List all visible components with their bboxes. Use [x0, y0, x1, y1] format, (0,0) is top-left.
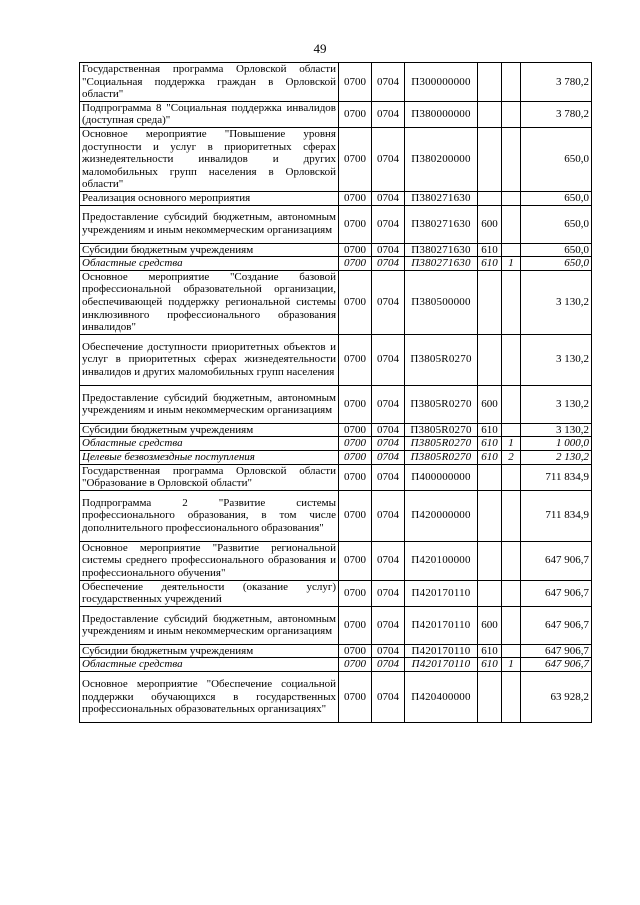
expense-type-code: 610: [478, 644, 502, 658]
target-article-code: П420170110: [405, 658, 478, 672]
expense-type-code: 600: [478, 205, 502, 243]
table-row: [80, 606, 592, 644]
row-name: Целевые безвозмездные поступления: [80, 450, 339, 464]
amount: 3 130,2: [521, 270, 592, 334]
target-article-code: П420000000: [405, 490, 478, 541]
section-code: 0700: [339, 541, 372, 580]
section-code: 0700: [339, 606, 372, 644]
row-name: Областные средства: [80, 257, 339, 271]
target-article-code: П380000000: [405, 101, 478, 127]
target-article-code: П3805R0270: [405, 334, 478, 385]
funding-source-code: [502, 270, 521, 334]
target-article-code: П3805R0270: [405, 385, 478, 423]
table-row: [80, 127, 592, 191]
subsection-code: 0704: [372, 63, 405, 102]
target-article-code: П420170110: [405, 644, 478, 658]
amount: 2 130,2: [521, 450, 592, 464]
amount: 3 130,2: [521, 385, 592, 423]
table-row: [80, 385, 592, 423]
expense-type-code: [478, 334, 502, 385]
section-code: 0700: [339, 423, 372, 437]
amount: 650,0: [521, 243, 592, 257]
table-row: [80, 205, 592, 243]
amount: 647 906,7: [521, 644, 592, 658]
expense-type-code: 610: [478, 450, 502, 464]
subsection-code: 0704: [372, 644, 405, 658]
subsection-code: 0704: [372, 243, 405, 257]
amount: 1 000,0: [521, 437, 592, 451]
amount: 650,0: [521, 205, 592, 243]
section-code: 0700: [339, 205, 372, 243]
section-code: 0700: [339, 63, 372, 102]
funding-source-code: [502, 423, 521, 437]
row-name: Субсидии бюджетным учреждениям: [80, 644, 339, 658]
expense-type-code: [478, 191, 502, 205]
row-name: Государственная программа Орловской области "Социальная поддержка граждан в Орловской области": [80, 63, 339, 102]
section-code: 0700: [339, 385, 372, 423]
section-code: 0700: [339, 270, 372, 334]
table-row: [80, 243, 592, 257]
expense-type-code: 610: [478, 423, 502, 437]
amount: 647 906,7: [521, 541, 592, 580]
section-code: 0700: [339, 127, 372, 191]
row-name: Обеспечение доступности приоритетных объектов и услуг в приоритетных сферах жизнедеятельности инвалидов и других маломобильных групп населения: [80, 334, 339, 385]
amount: 647 906,7: [521, 658, 592, 672]
amount: 650,0: [521, 257, 592, 271]
table-row: [80, 334, 592, 385]
expense-type-code: [478, 541, 502, 580]
amount: 3 130,2: [521, 334, 592, 385]
expense-type-code: [478, 580, 502, 606]
row-name: Субсидии бюджетным учреждениям: [80, 243, 339, 257]
table-row: [80, 464, 592, 490]
row-name: Предоставление субсидий бюджетным, автономным учреждениям и иным некоммерческим организациям: [80, 205, 339, 243]
row-name: Предоставление субсидий бюджетным, автономным учреждениям и иным некоммерческим организациям: [80, 385, 339, 423]
row-name: Основное мероприятие "Повышение уровня доступности и услуг в приоритетных сферах жизнедеятельности инвалидов и других маломобильных групп населения в Орловской области": [80, 127, 339, 191]
section-code: 0700: [339, 671, 372, 722]
section-code: 0700: [339, 334, 372, 385]
section-code: 0700: [339, 658, 372, 672]
target-article-code: П300000000: [405, 63, 478, 102]
amount: 63 928,2: [521, 671, 592, 722]
section-code: 0700: [339, 243, 372, 257]
expense-type-code: [478, 464, 502, 490]
subsection-code: 0704: [372, 334, 405, 385]
row-name: Государственная программа Орловской области "Образование в Орловской области": [80, 464, 339, 490]
subsection-code: 0704: [372, 606, 405, 644]
section-code: 0700: [339, 101, 372, 127]
funding-source-code: [502, 191, 521, 205]
expense-type-code: [478, 127, 502, 191]
subsection-code: 0704: [372, 658, 405, 672]
funding-source-code: 1: [502, 257, 521, 271]
subsection-code: 0704: [372, 490, 405, 541]
section-code: 0700: [339, 437, 372, 451]
target-article-code: П380271630: [405, 257, 478, 271]
subsection-code: 0704: [372, 127, 405, 191]
subsection-code: 0704: [372, 437, 405, 451]
row-name: Обеспечение деятельности (оказание услуг) государственных учреждений: [80, 580, 339, 606]
target-article-code: П380500000: [405, 270, 478, 334]
subsection-code: 0704: [372, 423, 405, 437]
target-article-code: П380271630: [405, 243, 478, 257]
section-code: 0700: [339, 490, 372, 541]
row-name: Основное мероприятие "Создание базовой профессиональной образовательной организации, обеспечивающей поддержку региональной системы инклюзивного профессионального образования инвалидов": [80, 270, 339, 334]
funding-source-code: [502, 644, 521, 658]
target-article-code: П400000000: [405, 464, 478, 490]
table-row: [80, 191, 592, 205]
funding-source-code: [502, 63, 521, 102]
funding-source-code: [502, 127, 521, 191]
funding-source-code: [502, 205, 521, 243]
section-code: 0700: [339, 464, 372, 490]
amount: 647 906,7: [521, 606, 592, 644]
row-name: Областные средства: [80, 658, 339, 672]
funding-source-code: [502, 671, 521, 722]
amount: 711 834,9: [521, 464, 592, 490]
subsection-code: 0704: [372, 191, 405, 205]
funding-source-code: [502, 580, 521, 606]
row-name: Подпрограмма 2 "Развитие системы профессионального образования, в том числе дополнительного профессионального образования": [80, 490, 339, 541]
expense-type-code: [478, 490, 502, 541]
table-row: [80, 658, 592, 672]
subsection-code: 0704: [372, 541, 405, 580]
funding-source-code: [502, 464, 521, 490]
amount: 650,0: [521, 127, 592, 191]
funding-source-code: [502, 385, 521, 423]
amount: 3 780,2: [521, 101, 592, 127]
subsection-code: 0704: [372, 205, 405, 243]
amount: 650,0: [521, 191, 592, 205]
table-row: [80, 101, 592, 127]
budget-table: [79, 62, 592, 723]
table-row: [80, 450, 592, 464]
row-name: Предоставление субсидий бюджетным, автономным учреждениям и иным некоммерческим организациям: [80, 606, 339, 644]
target-article-code: П420400000: [405, 671, 478, 722]
section-code: 0700: [339, 580, 372, 606]
subsection-code: 0704: [372, 257, 405, 271]
funding-source-code: [502, 243, 521, 257]
expense-type-code: [478, 63, 502, 102]
section-code: 0700: [339, 644, 372, 658]
target-article-code: П420170110: [405, 580, 478, 606]
subsection-code: 0704: [372, 671, 405, 722]
table-row: [80, 671, 592, 722]
row-name: Основное мероприятие "Обеспечение социальной поддержки обучающихся в государственных профессиональных образовательных организациях": [80, 671, 339, 722]
target-article-code: П3805R0270: [405, 437, 478, 451]
target-article-code: П380271630: [405, 191, 478, 205]
table-row: [80, 270, 592, 334]
funding-source-code: [502, 490, 521, 541]
amount: 3 130,2: [521, 423, 592, 437]
funding-source-code: 2: [502, 450, 521, 464]
funding-source-code: [502, 101, 521, 127]
funding-source-code: [502, 541, 521, 580]
target-article-code: П380271630: [405, 205, 478, 243]
row-name: Реализация основного мероприятия: [80, 191, 339, 205]
amount: 711 834,9: [521, 490, 592, 541]
expense-type-code: [478, 671, 502, 722]
section-code: 0700: [339, 191, 372, 205]
target-article-code: П3805R0270: [405, 450, 478, 464]
expense-type-code: [478, 101, 502, 127]
funding-source-code: 1: [502, 658, 521, 672]
table-row: [80, 541, 592, 580]
row-name: Подпрограмма 8 "Социальная поддержка инвалидов (доступная среда)": [80, 101, 339, 127]
amount: 647 906,7: [521, 580, 592, 606]
target-article-code: П3805R0270: [405, 423, 478, 437]
expense-type-code: 610: [478, 257, 502, 271]
row-name: Областные средства: [80, 437, 339, 451]
target-article-code: П420100000: [405, 541, 478, 580]
funding-source-code: 1: [502, 437, 521, 451]
target-article-code: П420170110: [405, 606, 478, 644]
table-row: [80, 63, 592, 102]
table-row: [80, 580, 592, 606]
funding-source-code: [502, 606, 521, 644]
expense-type-code: 610: [478, 658, 502, 672]
expense-type-code: 610: [478, 437, 502, 451]
subsection-code: 0704: [372, 580, 405, 606]
expense-type-code: [478, 270, 502, 334]
subsection-code: 0704: [372, 270, 405, 334]
section-code: 0700: [339, 450, 372, 464]
target-article-code: П380200000: [405, 127, 478, 191]
section-code: 0700: [339, 257, 372, 271]
amount: 3 780,2: [521, 63, 592, 102]
expense-type-code: 600: [478, 385, 502, 423]
subsection-code: 0704: [372, 101, 405, 127]
table-row: [80, 437, 592, 451]
subsection-code: 0704: [372, 385, 405, 423]
funding-source-code: [502, 334, 521, 385]
table-row: [80, 490, 592, 541]
expense-type-code: 610: [478, 243, 502, 257]
row-name: Основное мероприятие "Развитие региональной системы среднего профессионального образования и профессионального обучения": [80, 541, 339, 580]
table-row: [80, 644, 592, 658]
subsection-code: 0704: [372, 464, 405, 490]
expense-type-code: 600: [478, 606, 502, 644]
table-row: [80, 423, 592, 437]
page-number: 49: [313, 41, 327, 56]
table-row: [80, 257, 592, 271]
row-name: Субсидии бюджетным учреждениям: [80, 423, 339, 437]
subsection-code: 0704: [372, 450, 405, 464]
